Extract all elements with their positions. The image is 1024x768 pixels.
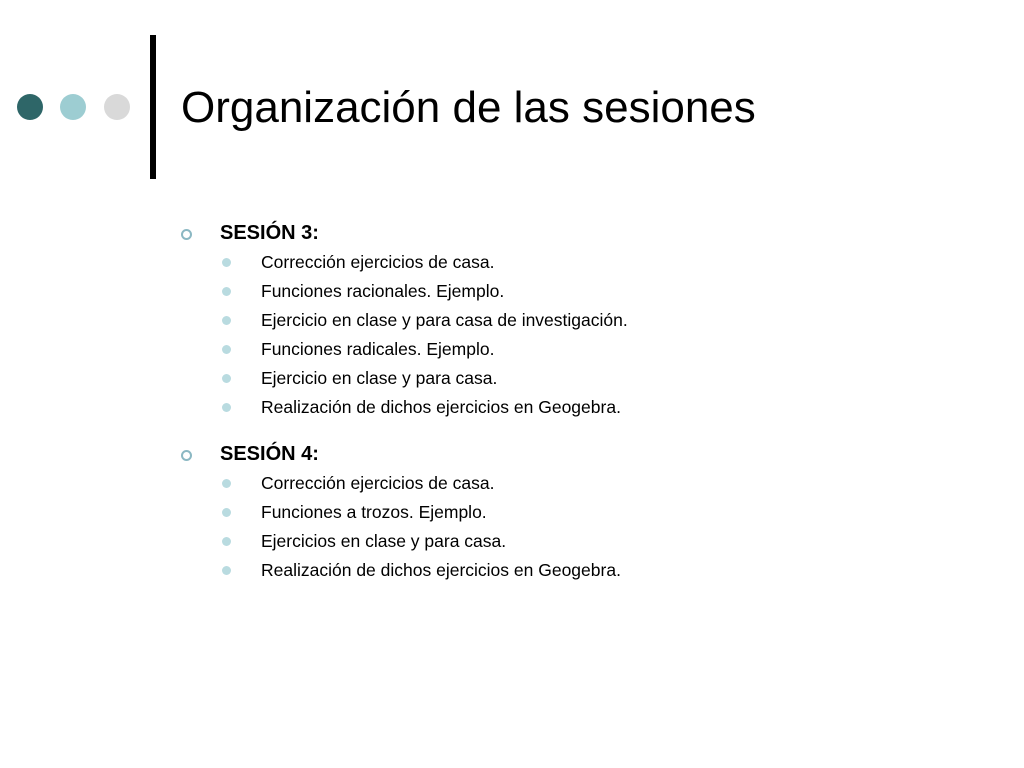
slide-title: Organización de las sesiones — [181, 83, 756, 132]
list-item-text: Corrección ejercicios de casa. — [261, 252, 495, 272]
list-item — [0, 280, 1024, 309]
session-item-list — [0, 251, 1024, 425]
bullet-dot-icon — [222, 479, 231, 488]
list-item-text: Funciones radicales. Ejemplo. — [261, 339, 495, 359]
bullet-dot-icon — [222, 508, 231, 517]
bullet-dot-icon — [222, 345, 231, 354]
list-item — [0, 338, 1024, 367]
session-heading — [0, 442, 1024, 468]
list-item-text: Ejercicios en clase y para casa. — [261, 531, 507, 551]
list-item — [0, 396, 1024, 425]
bullet-dot-icon — [222, 537, 231, 546]
bullet-dot-icon — [222, 316, 231, 325]
bullet-dot-icon — [222, 374, 231, 383]
bullet-dot-icon — [222, 403, 231, 412]
list-item-text: Realización de dichos ejercicios en Geogebra. — [261, 560, 621, 580]
ring-bullet-icon — [181, 450, 192, 461]
session-heading — [0, 221, 1024, 247]
list-item-text: Ejercicio en clase y para casa. — [261, 368, 498, 388]
list-item — [0, 309, 1024, 338]
list-item-text: Ejercicio en clase y para casa de investigación. — [261, 310, 628, 330]
bullet-dot-icon — [222, 287, 231, 296]
list-item — [0, 530, 1024, 559]
list-item-text: Funciones a trozos. Ejemplo. — [261, 502, 487, 522]
session-title: SESIÓN 3: — [220, 222, 319, 244]
list-item — [0, 251, 1024, 280]
bullet-dot-icon — [222, 566, 231, 575]
list-item-text: Funciones racionales. Ejemplo. — [261, 281, 505, 301]
list-item — [0, 367, 1024, 396]
list-item — [0, 559, 1024, 588]
list-item-text: Realización de dichos ejercicios en Geogebra. — [261, 397, 621, 417]
ring-bullet-icon — [181, 229, 192, 240]
list-item-text: Corrección ejercicios de casa. — [261, 473, 495, 493]
session-item-list — [0, 472, 1024, 588]
list-item — [0, 472, 1024, 501]
session-title: SESIÓN 4: — [220, 443, 319, 465]
list-item — [0, 501, 1024, 530]
bullet-dot-icon — [222, 258, 231, 267]
